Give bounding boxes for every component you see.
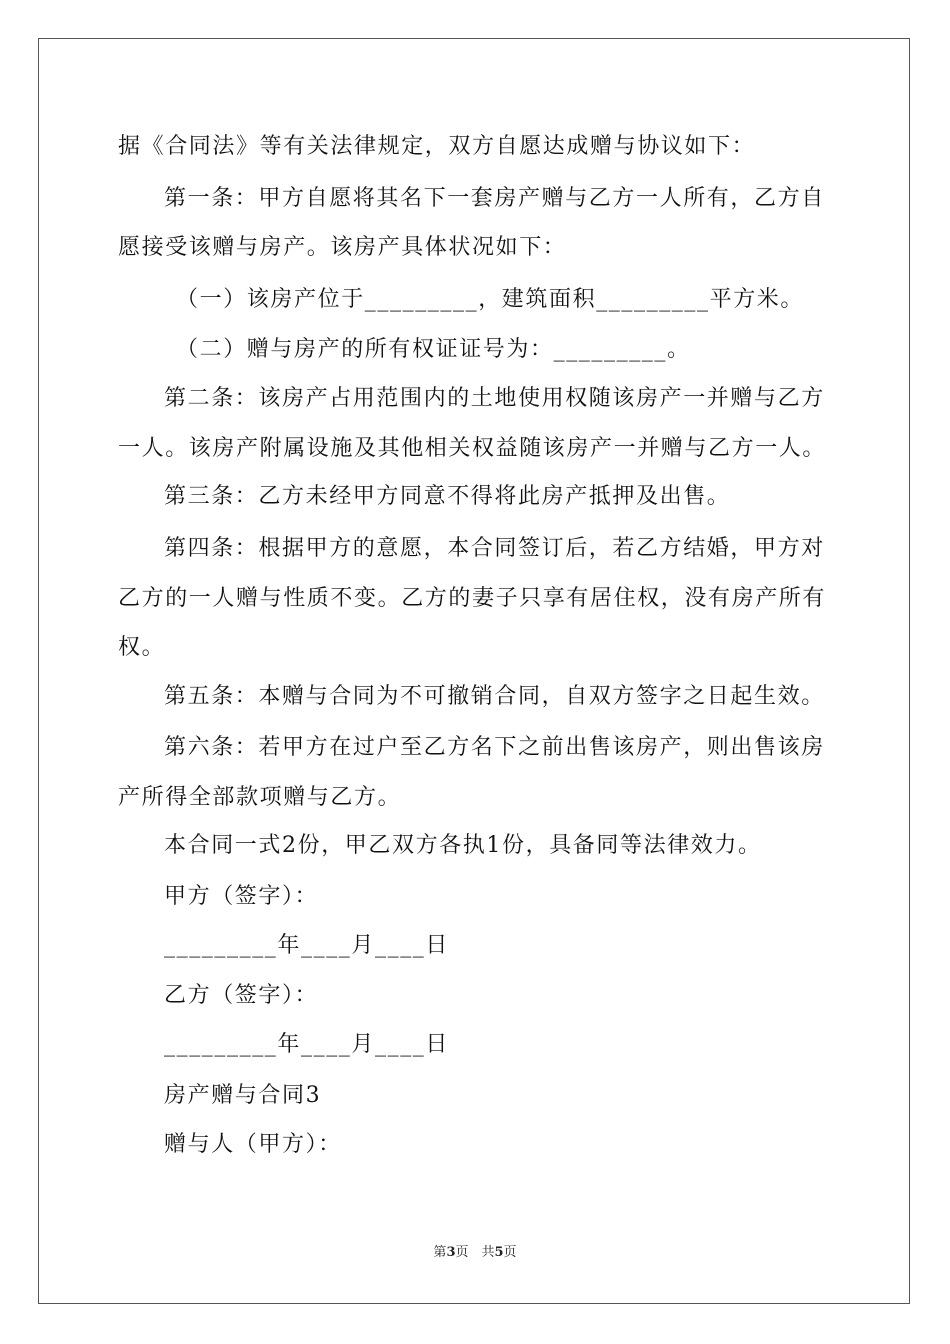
clause-5: 第五条：本赠与合同为不可撤销合同，自双方签字之日起生效。 (164, 684, 825, 709)
footer-page-prefix: 第 (433, 1245, 447, 1260)
clause-1-item-2: （二）赠与房产的所有权证证号为：_________。 (176, 337, 691, 362)
donor-party-label: 赠与人（甲方）： (164, 1132, 342, 1157)
clause-intro: 据《合同法》等有关法律规定，双方自愿达成赠与协议如下： (118, 134, 756, 159)
clause-3: 第三条：乙方未经甲方同意不得将此房产抵押及出售。 (164, 484, 731, 509)
footer-total-pages: 5 (494, 1245, 504, 1260)
clause-4-line-1: 第四条：根据甲方的意愿，本合同签订后，若乙方结婚，甲方对 (164, 536, 825, 561)
clause-1-item-1: （一）该房产位于_________，建筑面积_________平方米。 (176, 287, 805, 312)
party-b-signature-label: 乙方（签字）： (164, 983, 319, 1008)
contract-3-title: 房产赠与合同3 (164, 1083, 322, 1108)
party-a-date-line: _________年____月____日 (164, 933, 450, 958)
clause-4-line-2: 乙方的一人赠与性质不变。乙方的妻子只享有居住权，没有房产所有 (118, 586, 827, 611)
footer-page-suffix: 页 (503, 1245, 517, 1260)
clause-4-line-3: 权。 (118, 635, 166, 660)
clause-2-line-2: 一人。该房产附属设施及其他相关权益随该房产一并赠与乙方一人。 (118, 436, 827, 461)
clause-1-line-1: 第一条：甲方自愿将其名下一套房产赠与乙方一人所有，乙方自 (164, 186, 825, 211)
party-b-date-line: _________年____月____日 (164, 1032, 450, 1057)
page-border (38, 38, 910, 1304)
footer-current-page: 3 (446, 1245, 456, 1260)
clause-1-line-2: 愿接受该赠与房产。该房产具体状况如下： (118, 235, 567, 260)
page-footer (0, 1244, 950, 1262)
copies-clause: 本合同一式2份，甲乙双方各执1份，具备同等法律效力。 (164, 833, 762, 858)
clause-2-line-1: 第二条：该房产占用范围内的土地使用权随该房产一并赠与乙方 (164, 386, 825, 411)
clause-6-line-1: 第六条：若甲方在过户至乙方名下之前出售该房产，则出售该房 (164, 735, 825, 760)
clause-6-line-2: 产所得全部款项赠与乙方。 (118, 785, 402, 810)
footer-page-mid: 页 共 (455, 1245, 495, 1260)
party-a-signature-label: 甲方（签字）： (164, 884, 319, 909)
